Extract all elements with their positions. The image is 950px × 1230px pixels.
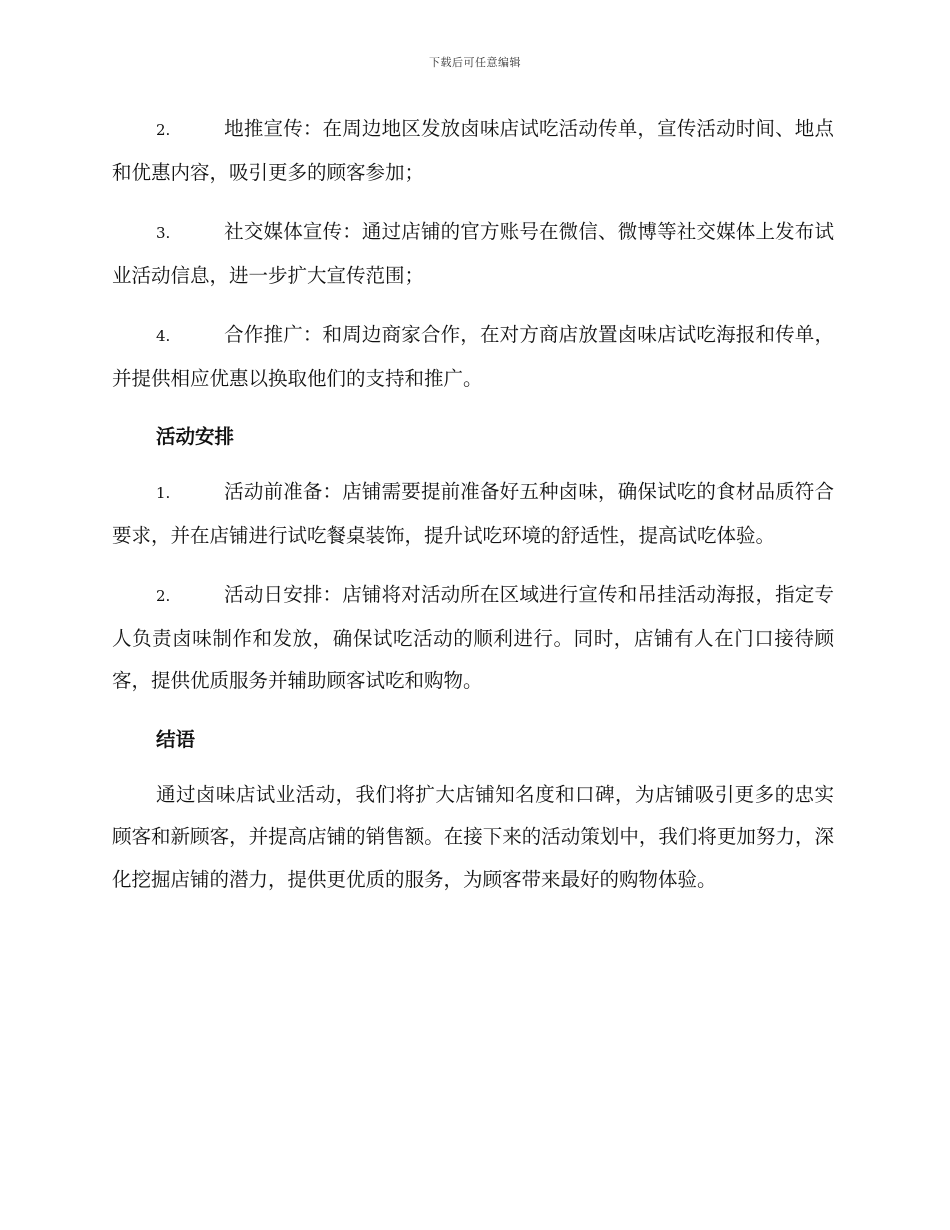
list-number: 1. [156,484,171,502]
list-item-text: 活动前准备：店铺需要提前准备好五种卤味，确保试吃的食材品质符合要求，并在店铺进行试吃餐桌装饰，提升试吃环境的舒适性，提高试吃体验。 [112,480,834,547]
section-heading-conclusion: 结语 [156,727,196,751]
list-item-text: 社交媒体宣传：通过店铺的官方账号在微信、微博等社交媒体上发布试业活动信息，进一步扩大宣传范围； [112,220,834,287]
arrangement-item-2 [112,574,834,703]
list-item-text: 地推宣传：在周边地区发放卤味店试吃活动传单，宣传活动时间、地点和优惠内容，吸引更多的顾客参加； [112,117,834,184]
document-body [112,108,834,918]
section-heading-arrangement: 活动安排 [156,425,235,448]
page-header: 下载后可任意编辑 [429,56,521,69]
arrangement-item-1 [112,471,834,557]
list-number: 2. [156,587,171,605]
list-number: 3. [156,224,171,242]
conclusion-paragraph: 通过卤味店试业活动，我们将扩大店铺知名度和口碑，为店铺吸引更多的忠实顾客和新顾客，并提高店铺的销售额。在接下来的活动策划中，我们将更加努力，深化挖掘店铺的潜力，提供更优质的服务，为顾客带来最好的购物体验。 [112,782,834,891]
list-item-text: 活动日安排：店铺将对活动所在区域进行宣传和吊挂活动海报，指定专人负责卤味制作和发放，确保试吃活动的顺利进行。同时，店铺有人在门口接待顾客，提供优质服务并辅助顾客试吃和购物。 [112,583,834,692]
promo-item-2 [112,108,834,194]
list-number: 4. [156,327,171,345]
promo-item-3 [112,211,834,297]
list-number: 2. [156,121,171,139]
list-item-text: 合作推广：和周边商家合作，在对方商店放置卤味店试吃海报和传单，并提供相应优惠以换取他们的支持和推广。 [112,323,834,390]
promo-item-4 [112,314,834,400]
